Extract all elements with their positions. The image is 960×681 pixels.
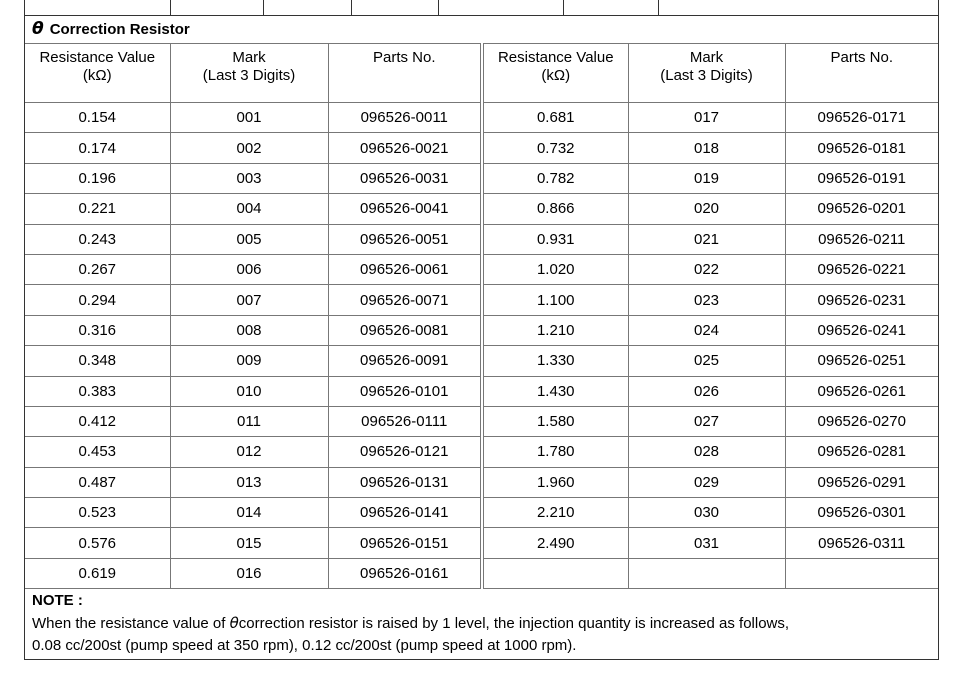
resistance-value-cell: 0.523 (25, 498, 170, 528)
mark-cell (628, 558, 785, 588)
parts-no-cell: 096526-0231 (785, 285, 938, 315)
table-row (25, 467, 938, 497)
parts-no-cell: 096526-0291 (785, 467, 938, 497)
mark-cell: 014 (170, 498, 328, 528)
resistance-value-cell: 0.348 (25, 346, 170, 376)
parts-no-cell: 096526-0241 (785, 315, 938, 345)
mark-cell: 031 (628, 528, 785, 558)
parts-no-cell: 096526-0011 (328, 103, 482, 133)
header-parts: Parts No. (785, 44, 938, 103)
mark-cell: 008 (170, 315, 328, 345)
resistance-value-cell: 1.430 (482, 376, 628, 406)
previous-table-row (25, 0, 938, 16)
note-heading: NOTE : (32, 592, 83, 609)
resistance-value-cell: 0.453 (25, 437, 170, 467)
mark-cell: 024 (628, 315, 785, 345)
table-row (25, 528, 938, 558)
mark-cell: 025 (628, 346, 785, 376)
mark-cell: 013 (170, 467, 328, 497)
resistance-value-cell: 0.782 (482, 163, 628, 193)
mark-cell: 011 (170, 406, 328, 436)
header-mark: Mark (Last 3 Digits) (170, 44, 328, 103)
section-title-text: Correction Resistor (49, 20, 190, 38)
parts-no-cell: 096526-0171 (785, 103, 938, 133)
parts-no-cell: 096526-0181 (785, 133, 938, 163)
parts-no-cell: 096526-0251 (785, 346, 938, 376)
resistance-value-cell: 1.330 (482, 346, 628, 376)
correction-resistor-frame (24, 0, 939, 660)
resistor-table (25, 43, 938, 589)
divider (351, 0, 352, 15)
parts-no-cell: 096526-0051 (328, 224, 482, 254)
header-resistance: Resistance Value (kΩ) (25, 44, 170, 103)
mark-cell: 006 (170, 254, 328, 284)
resistance-value-cell: 0.221 (25, 194, 170, 224)
divider (263, 0, 264, 15)
mark-cell: 027 (628, 406, 785, 436)
parts-no-cell: 096526-0211 (785, 224, 938, 254)
resistance-value-cell: 1.960 (482, 467, 628, 497)
parts-no-cell: 096526-0221 (785, 254, 938, 284)
resistance-value-cell: 0.487 (25, 467, 170, 497)
parts-no-cell: 096526-0071 (328, 285, 482, 315)
parts-no-cell: 096526-0031 (328, 163, 482, 193)
resistance-value-cell: 0.174 (25, 133, 170, 163)
table-row (25, 254, 938, 284)
parts-no-cell: 096526-0261 (785, 376, 938, 406)
resistance-value-cell: 0.681 (482, 103, 628, 133)
note-line-1: When the resistance value of θcorrection resistor is raised by 1 level, the injection quantity is increased as follows, (32, 614, 790, 632)
parts-no-cell: 096526-0301 (785, 498, 938, 528)
mark-cell: 018 (628, 133, 785, 163)
resistance-value-cell: 1.580 (482, 406, 628, 436)
parts-no-cell: 096526-0161 (328, 558, 482, 588)
table-row (25, 103, 938, 133)
table-row (25, 133, 938, 163)
parts-no-cell: 096526-0081 (328, 315, 482, 345)
mark-cell: 026 (628, 376, 785, 406)
mark-cell: 023 (628, 285, 785, 315)
table-row (25, 315, 938, 345)
table-row (25, 558, 938, 588)
resistance-value-cell: 0.196 (25, 163, 170, 193)
mark-cell: 012 (170, 437, 328, 467)
parts-no-cell: 096526-0141 (328, 498, 482, 528)
resistance-value-cell: 0.243 (25, 224, 170, 254)
mark-cell: 030 (628, 498, 785, 528)
mark-cell: 017 (628, 103, 785, 133)
resistance-value-cell: 0.931 (482, 224, 628, 254)
parts-no-cell: 096526-0270 (785, 406, 938, 436)
resistance-value-cell: 1.780 (482, 437, 628, 467)
header-row (25, 44, 938, 103)
divider (563, 0, 564, 15)
resistance-value-cell: 1.020 (482, 254, 628, 284)
resistance-value-cell: 0.383 (25, 376, 170, 406)
mark-cell: 029 (628, 467, 785, 497)
table-row (25, 285, 938, 315)
mark-cell: 020 (628, 194, 785, 224)
resistance-value-cell: 0.267 (25, 254, 170, 284)
mark-cell: 028 (628, 437, 785, 467)
theta-symbol: θ (32, 19, 44, 39)
parts-no-cell: 096526-0041 (328, 194, 482, 224)
parts-no-cell: 096526-0311 (785, 528, 938, 558)
parts-no-cell: 096526-0021 (328, 133, 482, 163)
table-row (25, 163, 938, 193)
parts-no-cell: 096526-0121 (328, 437, 482, 467)
note-line-2: 0.08 cc/200st (pump speed at 350 rpm), 0.12 cc/200st (pump speed at 1000 rpm). (32, 637, 577, 654)
mark-cell: 005 (170, 224, 328, 254)
parts-no-cell: 096526-0151 (328, 528, 482, 558)
mark-cell: 009 (170, 346, 328, 376)
parts-no-cell: 096526-0061 (328, 254, 482, 284)
resistance-value-cell: 1.210 (482, 315, 628, 345)
resistance-value-cell (482, 558, 628, 588)
resistance-value-cell: 1.100 (482, 285, 628, 315)
note (32, 590, 922, 657)
divider (438, 0, 439, 15)
resistance-value-cell: 0.294 (25, 285, 170, 315)
mark-cell: 010 (170, 376, 328, 406)
mark-cell: 016 (170, 558, 328, 588)
mark-cell: 022 (628, 254, 785, 284)
parts-no-cell: 096526-0191 (785, 163, 938, 193)
table-body (25, 103, 938, 589)
parts-no-cell: 096526-0201 (785, 194, 938, 224)
mark-cell: 019 (628, 163, 785, 193)
table-row (25, 437, 938, 467)
table-row (25, 406, 938, 436)
parts-no-cell: 096526-0131 (328, 467, 482, 497)
table-row (25, 224, 938, 254)
mark-cell: 007 (170, 285, 328, 315)
resistance-value-cell: 0.619 (25, 558, 170, 588)
resistance-value-cell: 0.866 (482, 194, 628, 224)
parts-no-cell: 096526-0101 (328, 376, 482, 406)
resistance-value-cell: 0.316 (25, 315, 170, 345)
section-title (32, 18, 190, 40)
divider (170, 0, 171, 15)
table-row (25, 498, 938, 528)
table-row (25, 346, 938, 376)
mark-cell: 015 (170, 528, 328, 558)
mark-cell: 001 (170, 103, 328, 133)
mark-cell: 003 (170, 163, 328, 193)
resistance-value-cell: 0.412 (25, 406, 170, 436)
divider (658, 0, 659, 15)
header-resistance: Resistance Value (kΩ) (482, 44, 628, 103)
resistance-value-cell: 2.210 (482, 498, 628, 528)
mark-cell: 004 (170, 194, 328, 224)
mark-cell: 002 (170, 133, 328, 163)
resistance-value-cell: 0.732 (482, 133, 628, 163)
table-row (25, 376, 938, 406)
theta-symbol: θ (229, 614, 239, 632)
resistance-value-cell: 0.576 (25, 528, 170, 558)
parts-no-cell: 096526-0091 (328, 346, 482, 376)
parts-no-cell (785, 558, 938, 588)
header-parts: Parts No. (328, 44, 482, 103)
mark-cell: 021 (628, 224, 785, 254)
table-row (25, 194, 938, 224)
resistance-value-cell: 0.154 (25, 103, 170, 133)
parts-no-cell: 096526-0111 (328, 406, 482, 436)
resistance-value-cell: 2.490 (482, 528, 628, 558)
header-mark: Mark (Last 3 Digits) (628, 44, 785, 103)
parts-no-cell: 096526-0281 (785, 437, 938, 467)
